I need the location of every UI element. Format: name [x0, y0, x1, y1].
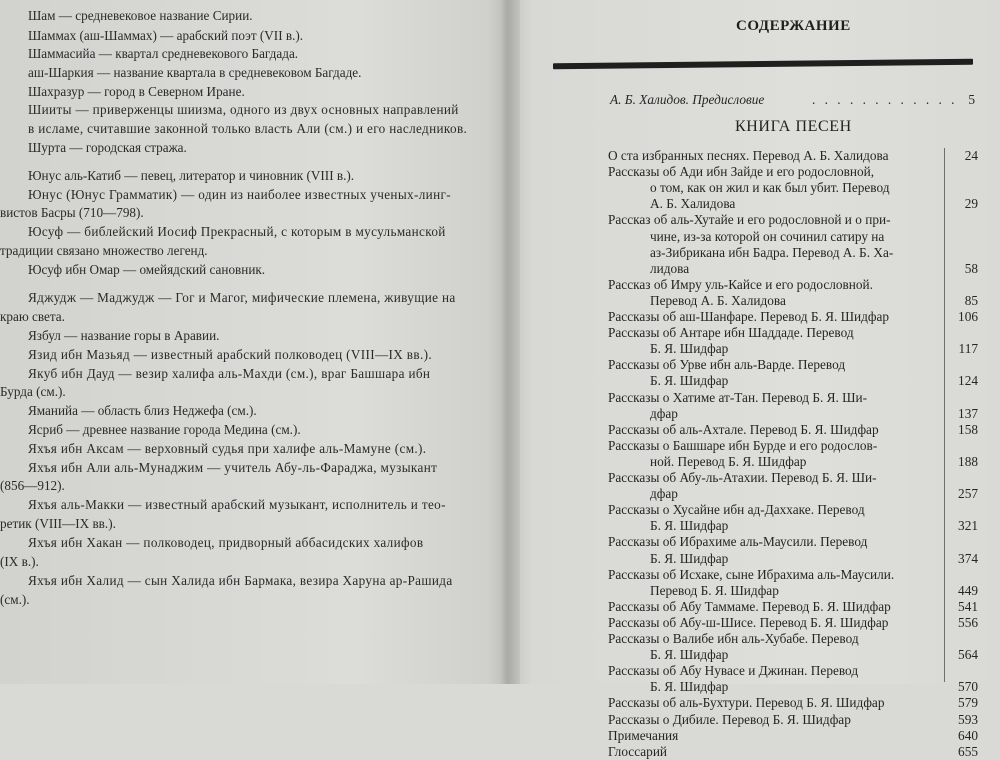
toc-entry-line: Б. Я. Шидфар [650, 518, 729, 534]
toc-page-number: 257 [958, 486, 978, 502]
toc-entry-line: ной. Перевод Б. Я. Шидфар [650, 453, 807, 469]
toc-page-number: 579 [958, 695, 978, 711]
glossary-line: Юнус (Юнус Грамматик) — один из наиболее известных ученых-линг- [28, 187, 451, 202]
toc-entry-line: Рассказы об Антаре ибн Шаддаде. Перевод [608, 325, 854, 341]
toc-page-number: 556 [958, 614, 978, 630]
toc-entry-line: Рассказы об Абу Таммаме. Перевод Б. Я. Шидфар [608, 598, 891, 614]
glossary-line: Яджудж — Маджудж — Гог и Магог, мифические племена, живущие на [28, 290, 456, 305]
toc-entry-line: Рассказы об Исхаке, сыне Ибрахима аль-Маусили. [608, 566, 895, 582]
toc-page-number: 24 [964, 148, 978, 163]
toc-entry-line: Рассказы об аль-Ахтале. Перевод Б. Я. Шидфар [608, 421, 879, 437]
toc-entry-line: Примечания [608, 727, 679, 743]
toc-entry-line: Рассказы о Дибиле. Перевод Б. Я. Шидфар [608, 711, 851, 727]
toc-entry-line: Рассказы о Хатиме ат-Тан. Перевод Б. Я. Ши- [608, 389, 868, 405]
toc-entry-line: Рассказы об Абу-ль-Атахии. Перевод Б. Я. Ши- [608, 470, 877, 485]
toc-entry-line: Рассказы об аш-Шанфаре. Перевод Б. Я. Шидфар [608, 309, 890, 324]
toc-page-number: 58 [964, 260, 978, 276]
glossary-line: Шам — средневековое название Сирии. [28, 8, 253, 23]
toc-entry-line: дфар [650, 486, 678, 502]
toc-title: СОДЕРЖАНИЕ [736, 18, 851, 34]
toc-page-number: 158 [958, 421, 978, 437]
toc-page-number: 655 [958, 743, 978, 759]
toc-entry-line: Рассказы об Ибрахиме аль-Маусили. Перевод [608, 534, 868, 550]
glossary-line: Яхъя аль-Макки — известный арабский музыкант, исполнитель и тео- [28, 497, 446, 512]
toc-page-number: 449 [958, 582, 978, 598]
glossary-line: Шахразур — город в Северном Иране. [28, 84, 245, 99]
preface-entry: А. Б. Халидов. Предисловие [610, 92, 765, 107]
glossary-line: Язид ибн Мазьяд — известный арабский полководец (VIII—IX вв.). [28, 347, 433, 362]
glossary-line: вистов Басры (710—798). [0, 205, 144, 220]
toc-entry-line: Рассказы об аль-Бухтури. Перевод Б. Я. Шидфар [608, 695, 885, 711]
toc-entry-line: Перевод А. Б. Халидова [650, 292, 786, 308]
glossary-line: Язбул — название горы в Аравии. [28, 328, 220, 343]
glossary-line: аш-Шаркия — название квартала в средневековом Багдаде. [28, 65, 362, 80]
glossary-line: Бурда (см.). [0, 384, 66, 399]
toc-entry-line: А. Б. Халидова [650, 196, 736, 212]
glossary-line: (IX в.). [0, 554, 39, 569]
toc-page-number: 117 [958, 341, 978, 357]
toc-entry-line: Б. Я. Шидфар [650, 647, 729, 663]
glossary-line: краю света. [0, 309, 65, 324]
glossary-line: традиции связано множество легенд. [0, 243, 208, 258]
glossary-line: Шурта — городская стража. [28, 140, 187, 155]
glossary-line: Шаммасийа — квартал средневекового Багдада. [28, 46, 299, 61]
glossary-line: Юнус аль-Катиб — певец, литератор и чиновник (VIII в.). [28, 168, 355, 183]
toc-page-number: 124 [958, 373, 978, 389]
toc-entry-line: Рассказы об Абу Нувасе и Джинан. Перевод [608, 663, 859, 679]
toc-entry-line: о том, как он жил и как был убит. Перевод [650, 180, 890, 196]
glossary-line: ретик (VIII—IX вв.). [0, 516, 116, 531]
toc-entry-line: Рассказы о Башшаре ибн Бурде и его родослов- [608, 437, 878, 453]
toc-page-number: 593 [958, 711, 978, 727]
glossary-line: (856—912). [0, 478, 65, 493]
toc-entry-line: Глоссарий [608, 743, 668, 759]
toc-entry-line: Рассказы об Абу-ш-Шисе. Перевод Б. Я. Шидфар [608, 614, 889, 630]
glossary-line: Яхъя ибн Аксам — верховный судья при халифе аль-Мамуне (см.). [28, 441, 427, 456]
toc-page-number: 570 [958, 679, 978, 695]
toc-entry-line: О ста избранных песнях. Перевод А. Б. Халидова [608, 148, 889, 163]
toc-page-number: 640 [958, 727, 978, 743]
glossary-line: Юсуф — библейский Иосиф Прекрасный, с которым в мусульманской [28, 224, 446, 239]
glossary-line: Яхъя ибн Али аль-Мунаджим — учитель Абу-ль-Фараджа, музыкант [28, 460, 438, 475]
glossary-line: Якуб ибн Дауд — везир халифа аль-Махди (см.), враг Башшара ибн [28, 366, 431, 381]
toc-entry-line: Б. Я. Шидфар [650, 373, 729, 389]
toc-page-number: 188 [958, 453, 978, 469]
glossary-line: Шииты — приверженцы шиизма, одного из двух основных направлений [28, 102, 459, 117]
preface-leader-dots: . . . . . . . . . . . . [812, 92, 958, 107]
glossary-line: Яхъя ибн Халид — сын Халида ибн Бармака, везира Харуна ар-Рашида [28, 573, 453, 588]
toc-page-number: 374 [958, 550, 978, 566]
glossary-line: (см.). [0, 592, 30, 607]
toc-entry-line: Б. Я. Шидфар [650, 341, 729, 357]
glossary-line: в исламе, считавшие законной только власть Али (см.) и его наследников. [28, 121, 468, 136]
toc-entry-line: Рассказы о Хусайне ибн ад-Даххаке. Перевод [608, 502, 865, 518]
glossary-line: Яхъя ибн Хакан — полководец, придворный аббасидских халифов [28, 535, 424, 550]
toc-page-number: 85 [964, 292, 978, 308]
toc-page-number: 106 [958, 309, 978, 324]
toc-page-number: 29 [964, 196, 978, 212]
toc-page-number: 321 [958, 518, 978, 534]
toc-entry-line: Перевод Б. Я. Шидфар [650, 582, 779, 598]
toc-entry-line: Рассказы о Валибе ибн аль-Хубабе. Перевод [608, 631, 859, 646]
toc-page-number: 137 [958, 405, 978, 421]
preface-page-number: 5 [968, 92, 975, 107]
section-heading: КНИГА ПЕСЕН [735, 118, 852, 135]
toc-entry-line: лидова [650, 260, 690, 276]
toc-entry-line: дфар [650, 405, 678, 421]
glossary-line: Ясриб — древнее название города Медина (см.). [28, 422, 301, 437]
toc-page-number: 541 [958, 598, 978, 614]
toc-entry-line: аз-Зибрикана ибн Бадра. Перевод А. Б. Ха- [650, 244, 894, 260]
glossary-line: Шаммах (аш-Шаммах) — арабский поэт (VII в.). [28, 28, 304, 43]
toc-entry-line: Рассказы об Ади ибн Зайде и его родословной, [608, 164, 875, 180]
book-gutter [500, 0, 520, 684]
toc-page-number: 564 [958, 647, 978, 663]
glossary-line: Юсуф ибн Омар — омейядский сановник. [28, 262, 266, 277]
toc-entry-line: Рассказы об Урве ибн аль-Варде. Перевод [608, 357, 846, 373]
toc-entry-line: чине, из-за которой он сочинил сатиру на [650, 228, 885, 244]
toc-entry-line: Б. Я. Шидфар [650, 679, 729, 695]
toc-entry-line: Рассказ об аль-Хутайе и его родословной и о при- [608, 212, 891, 228]
glossary-line: Яманийа — область близ Неджефа (см.). [28, 403, 257, 418]
toc-entry-line: Рассказ об Имру уль-Кайсе и его родословной. [608, 276, 873, 292]
toc-entry-line: Б. Я. Шидфар [650, 550, 729, 566]
